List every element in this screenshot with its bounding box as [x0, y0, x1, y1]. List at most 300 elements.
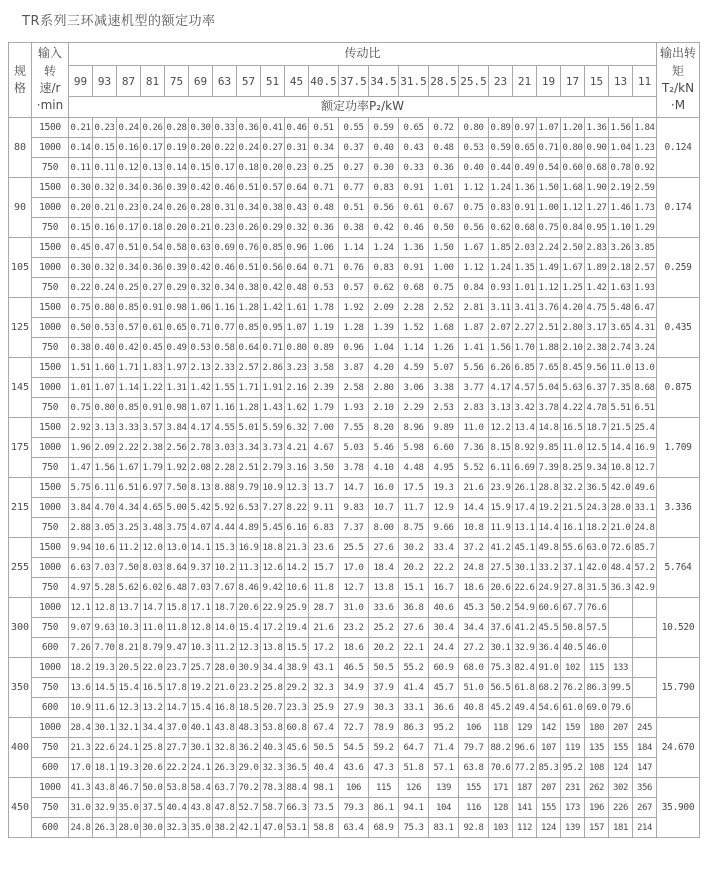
- rated-power-value: 1.67: [561, 258, 585, 278]
- rated-power-value: 58.4: [189, 778, 213, 798]
- rated-power-value: 36.5: [285, 758, 309, 778]
- rated-power-value: 91.0: [537, 658, 561, 678]
- rated-power-value: 0.85: [261, 238, 285, 258]
- spec-value-400: 400: [9, 718, 32, 778]
- spec-value-90: 90: [9, 178, 32, 238]
- rated-power-value: 15.4: [237, 618, 261, 638]
- rated-power-value: 356: [633, 778, 657, 798]
- rated-power-value: 0.26: [165, 198, 189, 218]
- rated-power-value: 4.34: [117, 498, 141, 518]
- rated-power-value: 2.58: [339, 378, 369, 398]
- rated-power-value: 0.18: [237, 158, 261, 178]
- rated-power-value: 0.53: [459, 138, 489, 158]
- rated-power-value: 22.1: [399, 638, 429, 658]
- rated-power-value: 1.14: [339, 238, 369, 258]
- spec-value-450: 450: [9, 778, 32, 838]
- rated-power-value: 1.78: [309, 298, 339, 318]
- rated-power-value: 70.2: [237, 778, 261, 798]
- rated-power-value: 0.20: [261, 158, 285, 178]
- rated-power-value: 3.26: [609, 238, 633, 258]
- input-speed-value: 1500: [32, 358, 69, 378]
- rated-power-value: 60.9: [429, 658, 459, 678]
- rated-power-value: 15.1: [399, 578, 429, 598]
- rated-power-value: 0.32: [285, 218, 309, 238]
- rated-power-value: 1.87: [459, 318, 489, 338]
- rated-power-value: 0.80: [93, 298, 117, 318]
- rated-power-value: 2.09: [369, 298, 399, 318]
- rated-power-value: 9.07: [69, 618, 93, 638]
- rated-power-value: 2.51: [237, 458, 261, 478]
- rated-power-value: 40.4: [165, 798, 189, 818]
- rated-power-value: 0.29: [165, 278, 189, 298]
- rated-power-value: 2.07: [489, 318, 513, 338]
- rated-power-value: 107: [537, 738, 561, 758]
- rated-power-value: 0.83: [369, 178, 399, 198]
- rated-power-value: 71.4: [429, 738, 459, 758]
- rated-power-value: 30.1: [189, 738, 213, 758]
- rated-power-value: 99.5: [609, 678, 633, 698]
- rated-power-value: 32.9: [513, 638, 537, 658]
- rated-power-value: 3.84: [69, 498, 93, 518]
- rated-power-value: 40.3: [261, 738, 285, 758]
- rated-power-value: 20.2: [399, 558, 429, 578]
- rated-power-value: 128: [489, 798, 513, 818]
- rated-power-value: 1.92: [339, 298, 369, 318]
- rated-power-value: 1.06: [189, 298, 213, 318]
- rated-power-value: 18.2: [69, 658, 93, 678]
- rated-power-value: 0.85: [117, 398, 141, 418]
- rated-power-value: 41.3: [69, 778, 93, 798]
- rated-power-value: 0.45: [69, 238, 93, 258]
- rated-power-value: 0.75: [459, 198, 489, 218]
- rated-power-value: 0.45: [141, 338, 165, 358]
- rated-power-value: 11.7: [399, 498, 429, 518]
- spec-value-300: 300: [9, 598, 32, 658]
- rated-power-value: 16.7: [429, 578, 459, 598]
- rated-power-value: 1.90: [585, 178, 609, 198]
- rated-power-value: 6.83: [309, 518, 339, 538]
- rated-power-value: 14.4: [537, 518, 561, 538]
- rated-power-value: 1.19: [309, 318, 339, 338]
- rated-power-value: [633, 598, 657, 618]
- rated-power-value: 1.56: [489, 338, 513, 358]
- input-speed-value: 1000: [32, 378, 69, 398]
- rated-power-value: 1.01: [69, 378, 93, 398]
- rated-power-value: 0.36: [141, 258, 165, 278]
- rated-power-value: 103: [489, 818, 513, 838]
- rated-power-value: 27.6: [369, 538, 399, 558]
- rated-power-value: 1.46: [609, 198, 633, 218]
- rated-power-value: 12.2: [489, 418, 513, 438]
- rated-power-value: 0.80: [561, 138, 585, 158]
- rated-power-value: 12.6: [261, 558, 285, 578]
- rated-power-value: 78.9: [369, 718, 399, 738]
- rated-power-value: 2.57: [633, 258, 657, 278]
- rated-power-value: 27.9: [339, 698, 369, 718]
- rated-power-value: 6.85: [513, 358, 537, 378]
- rated-power-value: 108: [585, 758, 609, 778]
- rated-power-value: 0.11: [69, 158, 93, 178]
- rated-power-value: 1.00: [429, 258, 459, 278]
- rated-power-value: 3.17: [585, 318, 609, 338]
- ratio-group-header: 传动比: [69, 43, 657, 66]
- rated-power-value: 6.16: [285, 518, 309, 538]
- rated-power-value: 57.5: [585, 618, 609, 638]
- table-row-105-1500: [9, 238, 700, 258]
- rated-power-value: 2.74: [609, 338, 633, 358]
- input-speed-value: 750: [32, 218, 69, 238]
- rated-power-value: 51.0: [459, 678, 489, 698]
- rated-power-value: 42.1: [237, 818, 261, 838]
- rated-power-value: 61.0: [561, 698, 585, 718]
- rated-power-value: 11.3: [237, 558, 261, 578]
- rated-power-value: 70.6: [489, 758, 513, 778]
- rated-power-value: 0.68: [585, 158, 609, 178]
- rated-power-value: 0.25: [117, 278, 141, 298]
- input-speed-value: 1000: [32, 778, 69, 798]
- rated-power-value: 14.8: [537, 418, 561, 438]
- rated-power-value: 7.67: [213, 578, 237, 598]
- rated-power-value: 2.08: [189, 458, 213, 478]
- rated-power-value: 171: [489, 778, 513, 798]
- rated-power-value: 6.51: [117, 478, 141, 498]
- rated-power-value: 0.64: [285, 258, 309, 278]
- rated-power-value: 0.96: [285, 238, 309, 258]
- rated-power-value: 63.7: [213, 778, 237, 798]
- rated-power-value: 0.48: [429, 138, 459, 158]
- rated-power-value: 76.2: [561, 678, 585, 698]
- rated-power-value: 0.30: [369, 158, 399, 178]
- rated-power-value: 50.8: [561, 618, 585, 638]
- input-speed-value: 1000: [32, 438, 69, 458]
- rated-power-value: 22.2: [165, 758, 189, 778]
- rated-power-value: 96.6: [513, 738, 537, 758]
- rated-power-value: 0.47: [93, 238, 117, 258]
- rated-power-value: 0.18: [141, 218, 165, 238]
- rated-power-value: 6.32: [285, 418, 309, 438]
- rated-power-value: 1.20: [561, 118, 585, 138]
- rated-power-value: 26.3: [93, 818, 117, 838]
- rated-power-value: 16.1: [561, 518, 585, 538]
- rated-power-value: 27.7: [165, 738, 189, 758]
- rated-power-value: 37.0: [165, 718, 189, 738]
- rated-power-value: 45.3: [459, 598, 489, 618]
- rated-power-value: 2.10: [561, 338, 585, 358]
- rated-power-value: 41.2: [513, 618, 537, 638]
- rated-power-value: 3.73: [261, 438, 285, 458]
- output-torque-value: 0.259: [657, 238, 700, 298]
- rated-power-value: 0.50: [429, 218, 459, 238]
- rated-power-value: 2.56: [165, 438, 189, 458]
- rated-power-value: 9.89: [429, 418, 459, 438]
- rated-power-value: 15.8: [165, 598, 189, 618]
- rated-power-value: 17.1: [189, 598, 213, 618]
- rated-power-value: 1.16: [213, 398, 237, 418]
- rated-power-value: 2.13: [189, 358, 213, 378]
- rated-power-value: 14.7: [339, 478, 369, 498]
- rated-power-value: 0.39: [165, 178, 189, 198]
- output-torque-value: 35.900: [657, 778, 700, 838]
- rated-power-value: 24.8: [69, 818, 93, 838]
- rated-power-value: 58.8: [309, 818, 339, 838]
- rated-power-value: 1.07: [93, 378, 117, 398]
- rated-power-value: 0.80: [459, 118, 489, 138]
- rated-power-value: 27.6: [399, 618, 429, 638]
- rated-power-value: 1.50: [429, 238, 459, 258]
- rated-power-value: 45.1: [513, 538, 537, 558]
- rated-power-value: 8.22: [285, 498, 309, 518]
- input-speed-value: 1000: [32, 498, 69, 518]
- rated-power-value: 0.91: [141, 298, 165, 318]
- table-row-175-750: [9, 458, 700, 478]
- rated-power-value: 0.89: [489, 118, 513, 138]
- rated-power-value: 13.1: [513, 518, 537, 538]
- rated-power-value: 1.79: [141, 458, 165, 478]
- rated-power-value: 7.70: [93, 638, 117, 658]
- table-row-145-1000: [9, 378, 700, 398]
- rated-power-value: 37.9: [369, 678, 399, 698]
- rated-power-value: 31.5: [585, 578, 609, 598]
- rated-power-value: 40.6: [429, 598, 459, 618]
- table-row-90-1000: [9, 198, 700, 218]
- rated-power-value: 3.65: [609, 318, 633, 338]
- rated-power-value: 1.67: [459, 238, 489, 258]
- rated-power-value: 0.27: [339, 158, 369, 178]
- rated-power-value: 12.9: [429, 498, 459, 518]
- table-row-350-600: [9, 698, 700, 718]
- input-speed-value: 1500: [32, 538, 69, 558]
- rated-power-value: 1.61: [285, 298, 309, 318]
- rated-power-value: 0.48: [309, 198, 339, 218]
- rated-power-value: 1.26: [429, 338, 459, 358]
- rated-power-value: 129: [513, 718, 537, 738]
- rated-power-value: 1.71: [237, 378, 261, 398]
- rated-power-value: 0.68: [399, 278, 429, 298]
- rated-power-value: 0.16: [117, 138, 141, 158]
- rated-power-value: 55.2: [399, 658, 429, 678]
- rated-power-value: 1.36: [585, 118, 609, 138]
- rated-power-value: 55.6: [561, 538, 585, 558]
- input-speed-value: 1000: [32, 318, 69, 338]
- rated-power-value: 36.2: [237, 738, 261, 758]
- rated-power-value: 0.36: [429, 158, 459, 178]
- rated-power-value: 0.53: [189, 338, 213, 358]
- rated-power-value: 133: [609, 658, 633, 678]
- rated-power-value: 48.3: [237, 718, 261, 738]
- rated-power-value: 2.10: [369, 398, 399, 418]
- rated-power-value: 33.4: [429, 538, 459, 558]
- rated-power-value: 30.9: [237, 658, 261, 678]
- rated-power-value: 3.76: [537, 298, 561, 318]
- rated-power-value: 13.2: [141, 698, 165, 718]
- rated-power-value: 1.00: [537, 198, 561, 218]
- table-row-300-600: [9, 638, 700, 658]
- rated-power-value: 0.71: [309, 178, 339, 198]
- rated-power-value: 0.46: [213, 258, 237, 278]
- output-torque-value: 3.336: [657, 478, 700, 538]
- rated-power-value: 1.28: [339, 318, 369, 338]
- rated-power-value: 72.6: [609, 538, 633, 558]
- rated-power-value: 173: [561, 798, 585, 818]
- rated-power-value: 1.07: [285, 318, 309, 338]
- rated-power-value: 7.36: [459, 438, 489, 458]
- rated-power-value: 1.06: [309, 238, 339, 258]
- rated-power-value: 1.47: [69, 458, 93, 478]
- input-speed-value: 600: [32, 638, 69, 658]
- rated-power-value: 68.2: [537, 678, 561, 698]
- rated-power-value: 4.17: [489, 378, 513, 398]
- table-row-125-750: [9, 338, 700, 358]
- rated-power-value: [633, 698, 657, 718]
- output-torque-column-header: 输出转 矩 T₂/kN ·M: [657, 43, 700, 118]
- rated-power-value: 3.58: [309, 358, 339, 378]
- rated-power-value: 0.80: [93, 398, 117, 418]
- rated-power-value: [633, 618, 657, 638]
- input-speed-value: 1000: [32, 598, 69, 618]
- rated-power-value: 24.8: [459, 558, 489, 578]
- rated-power-value: 2.80: [561, 318, 585, 338]
- rated-power-value: 1.14: [399, 338, 429, 358]
- table-row-175-1500: [9, 418, 700, 438]
- rated-power-value: 0.31: [285, 138, 309, 158]
- rated-power-value: 4.59: [399, 358, 429, 378]
- rated-power-value: 1.93: [339, 398, 369, 418]
- rated-power-value: 31.0: [69, 798, 93, 818]
- rated-power-value: 6.02: [141, 578, 165, 598]
- rated-power-value: 1.55: [213, 378, 237, 398]
- rated-power-value: 106: [339, 778, 369, 798]
- rated-power-value: 4.78: [585, 398, 609, 418]
- rated-power-value: 30.2: [399, 538, 429, 558]
- rated-power-value: 0.36: [141, 178, 165, 198]
- rated-power-value: 118: [489, 718, 513, 738]
- rated-power-value: 47.8: [213, 798, 237, 818]
- output-torque-value: 0.174: [657, 178, 700, 238]
- rated-power-value: 41.2: [489, 538, 513, 558]
- rated-power-value: 0.12: [117, 158, 141, 178]
- rated-power-value: 119: [561, 738, 585, 758]
- rated-power-value: 0.19: [165, 138, 189, 158]
- rated-power-value: 2.86: [261, 358, 285, 378]
- ratio-header-17: 17: [561, 66, 585, 97]
- ratio-header-25.5: 25.5: [459, 66, 489, 97]
- table-row-80-1000: [9, 138, 700, 158]
- rated-power-value: 0.61: [141, 318, 165, 338]
- rated-power-value: 28.7: [309, 598, 339, 618]
- rated-power-value: 1.79: [309, 398, 339, 418]
- table-row-255-750: [9, 578, 700, 598]
- rated-power-value: 14.0: [213, 618, 237, 638]
- rated-power-value: 12.0: [141, 538, 165, 558]
- rated-power-value: 29.0: [237, 758, 261, 778]
- rated-power-value: 3.34: [237, 438, 261, 458]
- output-torque-value: 0.875: [657, 358, 700, 418]
- table-row-125-1000: [9, 318, 700, 338]
- rated-power-value: 11.0: [141, 618, 165, 638]
- rated-power-value: 0.57: [117, 318, 141, 338]
- rated-power-value: 36.4: [537, 638, 561, 658]
- rated-power-value: 35.0: [117, 798, 141, 818]
- table-row-350-750: [9, 678, 700, 698]
- rated-power-value: 0.38: [261, 198, 285, 218]
- rated-power-value: 1.70: [513, 338, 537, 358]
- rated-power-value: 43.8: [189, 798, 213, 818]
- rated-power-value: 0.55: [339, 118, 369, 138]
- rated-power-value: 63.8: [459, 758, 489, 778]
- rated-power-value: 7.37: [339, 518, 369, 538]
- rated-power-value: 11.8: [165, 618, 189, 638]
- rated-power-value: 6.69: [513, 458, 537, 478]
- rated-power-value: 116: [459, 798, 489, 818]
- rated-power-value: 0.90: [585, 138, 609, 158]
- rated-power-value: 24.1: [189, 758, 213, 778]
- rated-power-value: 0.21: [93, 198, 117, 218]
- table-row-90-750: [9, 218, 700, 238]
- rated-power-value: 3.77: [459, 378, 489, 398]
- table-row-80-750: [9, 158, 700, 178]
- rated-power-table: [8, 42, 700, 838]
- rated-power-value: 0.62: [369, 278, 399, 298]
- rated-power-value: 0.24: [141, 198, 165, 218]
- rated-power-value: 30.1: [93, 718, 117, 738]
- rated-power-value: 13.0: [165, 538, 189, 558]
- rated-power-value: 2.52: [429, 298, 459, 318]
- rated-power-value: 1.49: [537, 258, 561, 278]
- rated-power-value: 0.21: [189, 218, 213, 238]
- table-row-400-600: [9, 758, 700, 778]
- rated-power-value: 2.22: [117, 438, 141, 458]
- rated-power-value: 0.13: [141, 158, 165, 178]
- ratio-header-13: 13: [609, 66, 633, 97]
- rated-power-value: 35.0: [189, 818, 213, 838]
- rated-power-value: 0.57: [261, 178, 285, 198]
- header-row-1: [9, 43, 700, 66]
- rated-power-value: 0.83: [489, 198, 513, 218]
- rated-power-value: 0.14: [165, 158, 189, 178]
- rated-power-value: 196: [585, 798, 609, 818]
- rated-power-value: 0.38: [237, 278, 261, 298]
- input-speed-value: 750: [32, 278, 69, 298]
- rated-power-value: 18.1: [93, 758, 117, 778]
- ratio-header-19: 19: [537, 66, 561, 97]
- ratio-header-37.5: 37.5: [339, 66, 369, 97]
- table-row-105-750: [9, 278, 700, 298]
- header-row-3: [9, 97, 700, 118]
- rated-power-value: 20.2: [369, 638, 399, 658]
- rated-power-value: 1.68: [429, 318, 459, 338]
- rated-power-value: 33.6: [369, 598, 399, 618]
- rated-power-value: 13.8: [261, 638, 285, 658]
- rated-power-value: 53.8: [165, 778, 189, 798]
- rated-power-value: 0.36: [309, 218, 339, 238]
- rated-power-value: 0.21: [69, 118, 93, 138]
- rated-power-value: 3.25: [117, 518, 141, 538]
- rated-power-value: 16.5: [561, 418, 585, 438]
- rated-power-value: 1.88: [537, 338, 561, 358]
- rated-power-value: 1.10: [609, 218, 633, 238]
- rated-power-value: 19.3: [429, 478, 459, 498]
- rated-power-value: 7.03: [189, 578, 213, 598]
- rated-power-value: 1.24: [489, 258, 513, 278]
- rated-power-value: 11.0: [459, 418, 489, 438]
- input-speed-column-header: 输入 转 速/r ·min: [32, 43, 69, 118]
- rated-power-value: 14.4: [459, 498, 489, 518]
- rated-power-value: 25.4: [633, 418, 657, 438]
- rated-power-value: 21.6: [459, 478, 489, 498]
- rated-power-value: 4.20: [369, 358, 399, 378]
- rated-power-value: 0.20: [165, 218, 189, 238]
- rated-power-value: 2.27: [513, 318, 537, 338]
